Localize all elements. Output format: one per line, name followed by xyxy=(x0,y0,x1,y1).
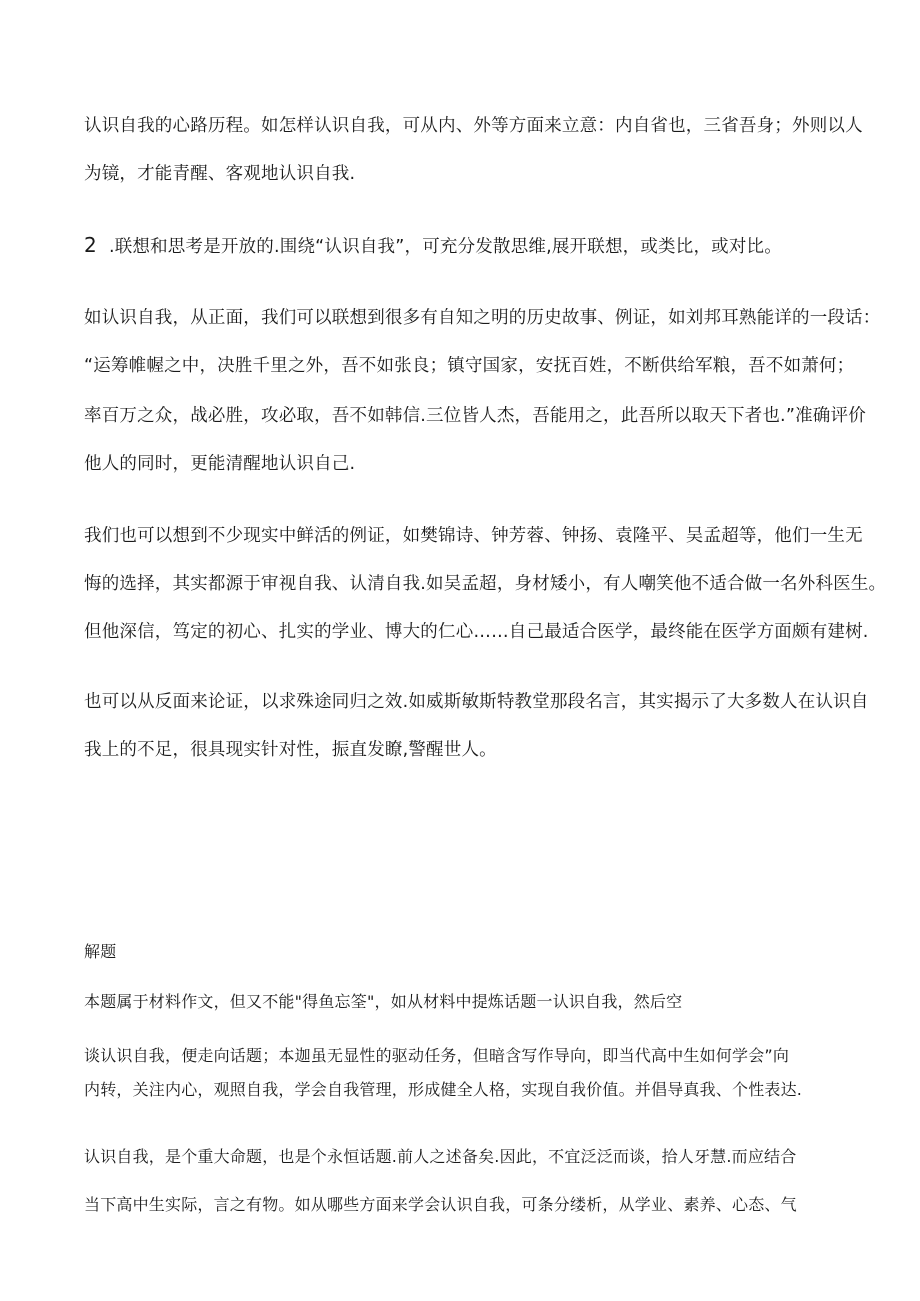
list-number: 2 xyxy=(84,233,97,257)
text-line: 当下高中生实际，言之有物。如从哪些方面来学会认识自我，可条分缕析，从学业、素养、心态、气 xyxy=(84,1195,797,1214)
text-line: 内转，关注内心，观照自我，学会自我管理，形成健全人格，实现自我价值。并倡导真我、个性表达. xyxy=(84,1080,803,1099)
numbered-line xyxy=(84,233,782,259)
text-line: 谈认识自我，便走向话题；本迦虽无显性的驱动任务，但暗含写作导向，即当代高中生如何学会”向 xyxy=(84,1046,790,1065)
text-line: 为镜，才能青醒、客观地认识自我. xyxy=(84,164,356,184)
text-line: 认识自我，是个重大命题，也是个永恒话题.前人之述备矣.因此，不宜泛泛而谈，拾人牙慧.而应结合 xyxy=(84,1147,797,1166)
text-line: 如认识自我，从正面，我们可以联想到很多有自知之明的历史故事、例证，如刘邦耳熟能详的一段话： xyxy=(84,308,881,328)
text-line: 我上的不足，很具现实针对性，振直发瞭,警醒世人。 xyxy=(84,740,497,760)
text-line: 本题属于材料作文，但又不能"得鱼忘筌"，如从材料中提炼话题一认识自我，然后空 xyxy=(84,992,683,1011)
text-line: 他人的同时，更能清醒地认识自己. xyxy=(84,454,356,474)
text-line: 率百万之众，战必胜，攻必取，吾不如韩信.三位皆人杰，吾能用之，此吾所以取天下者也.”准确评价 xyxy=(84,406,866,426)
text-line: “运筹帷幄之中，决胜千里之外，吾不如张良；镇守国家，安抚百姓，不断供给军粮，吾不如萧何； xyxy=(84,356,855,376)
text-line: .联想和思考是开放的.围绕“认识自我”，可充分发散思维,展开联想，或类比，或对比。 xyxy=(108,237,782,257)
text-line: 悔的选择，其实都源于审视自我、认清自我.如吴孟超，身材矮小，有人嘲笑他不适合做一名外科医生。 xyxy=(84,574,887,594)
section-heading: 解题 xyxy=(84,942,117,961)
text-line: 认识自我的心路历程。如怎样认识自我，可从内、外等方面来立意：内自省也，三省吾身；外则以人 xyxy=(84,116,863,136)
text-line: 也可以从反面来论证，以求殊途同归之效.如威斯敏斯特教堂那段名言，其实揭示了大多数人在认识自 xyxy=(84,692,869,712)
text-line: 但他深信，笃定的初心、扎实的学业、博大的仁心……自己最适合医学，最终能在医学方面颇有建树. xyxy=(84,622,869,642)
text-line: 我们也可以想到不少现实中鲜活的例证，如樊锦诗、钟芳蓉、钟扬、袁隆平、吴孟超等，他们一生无 xyxy=(84,526,863,546)
